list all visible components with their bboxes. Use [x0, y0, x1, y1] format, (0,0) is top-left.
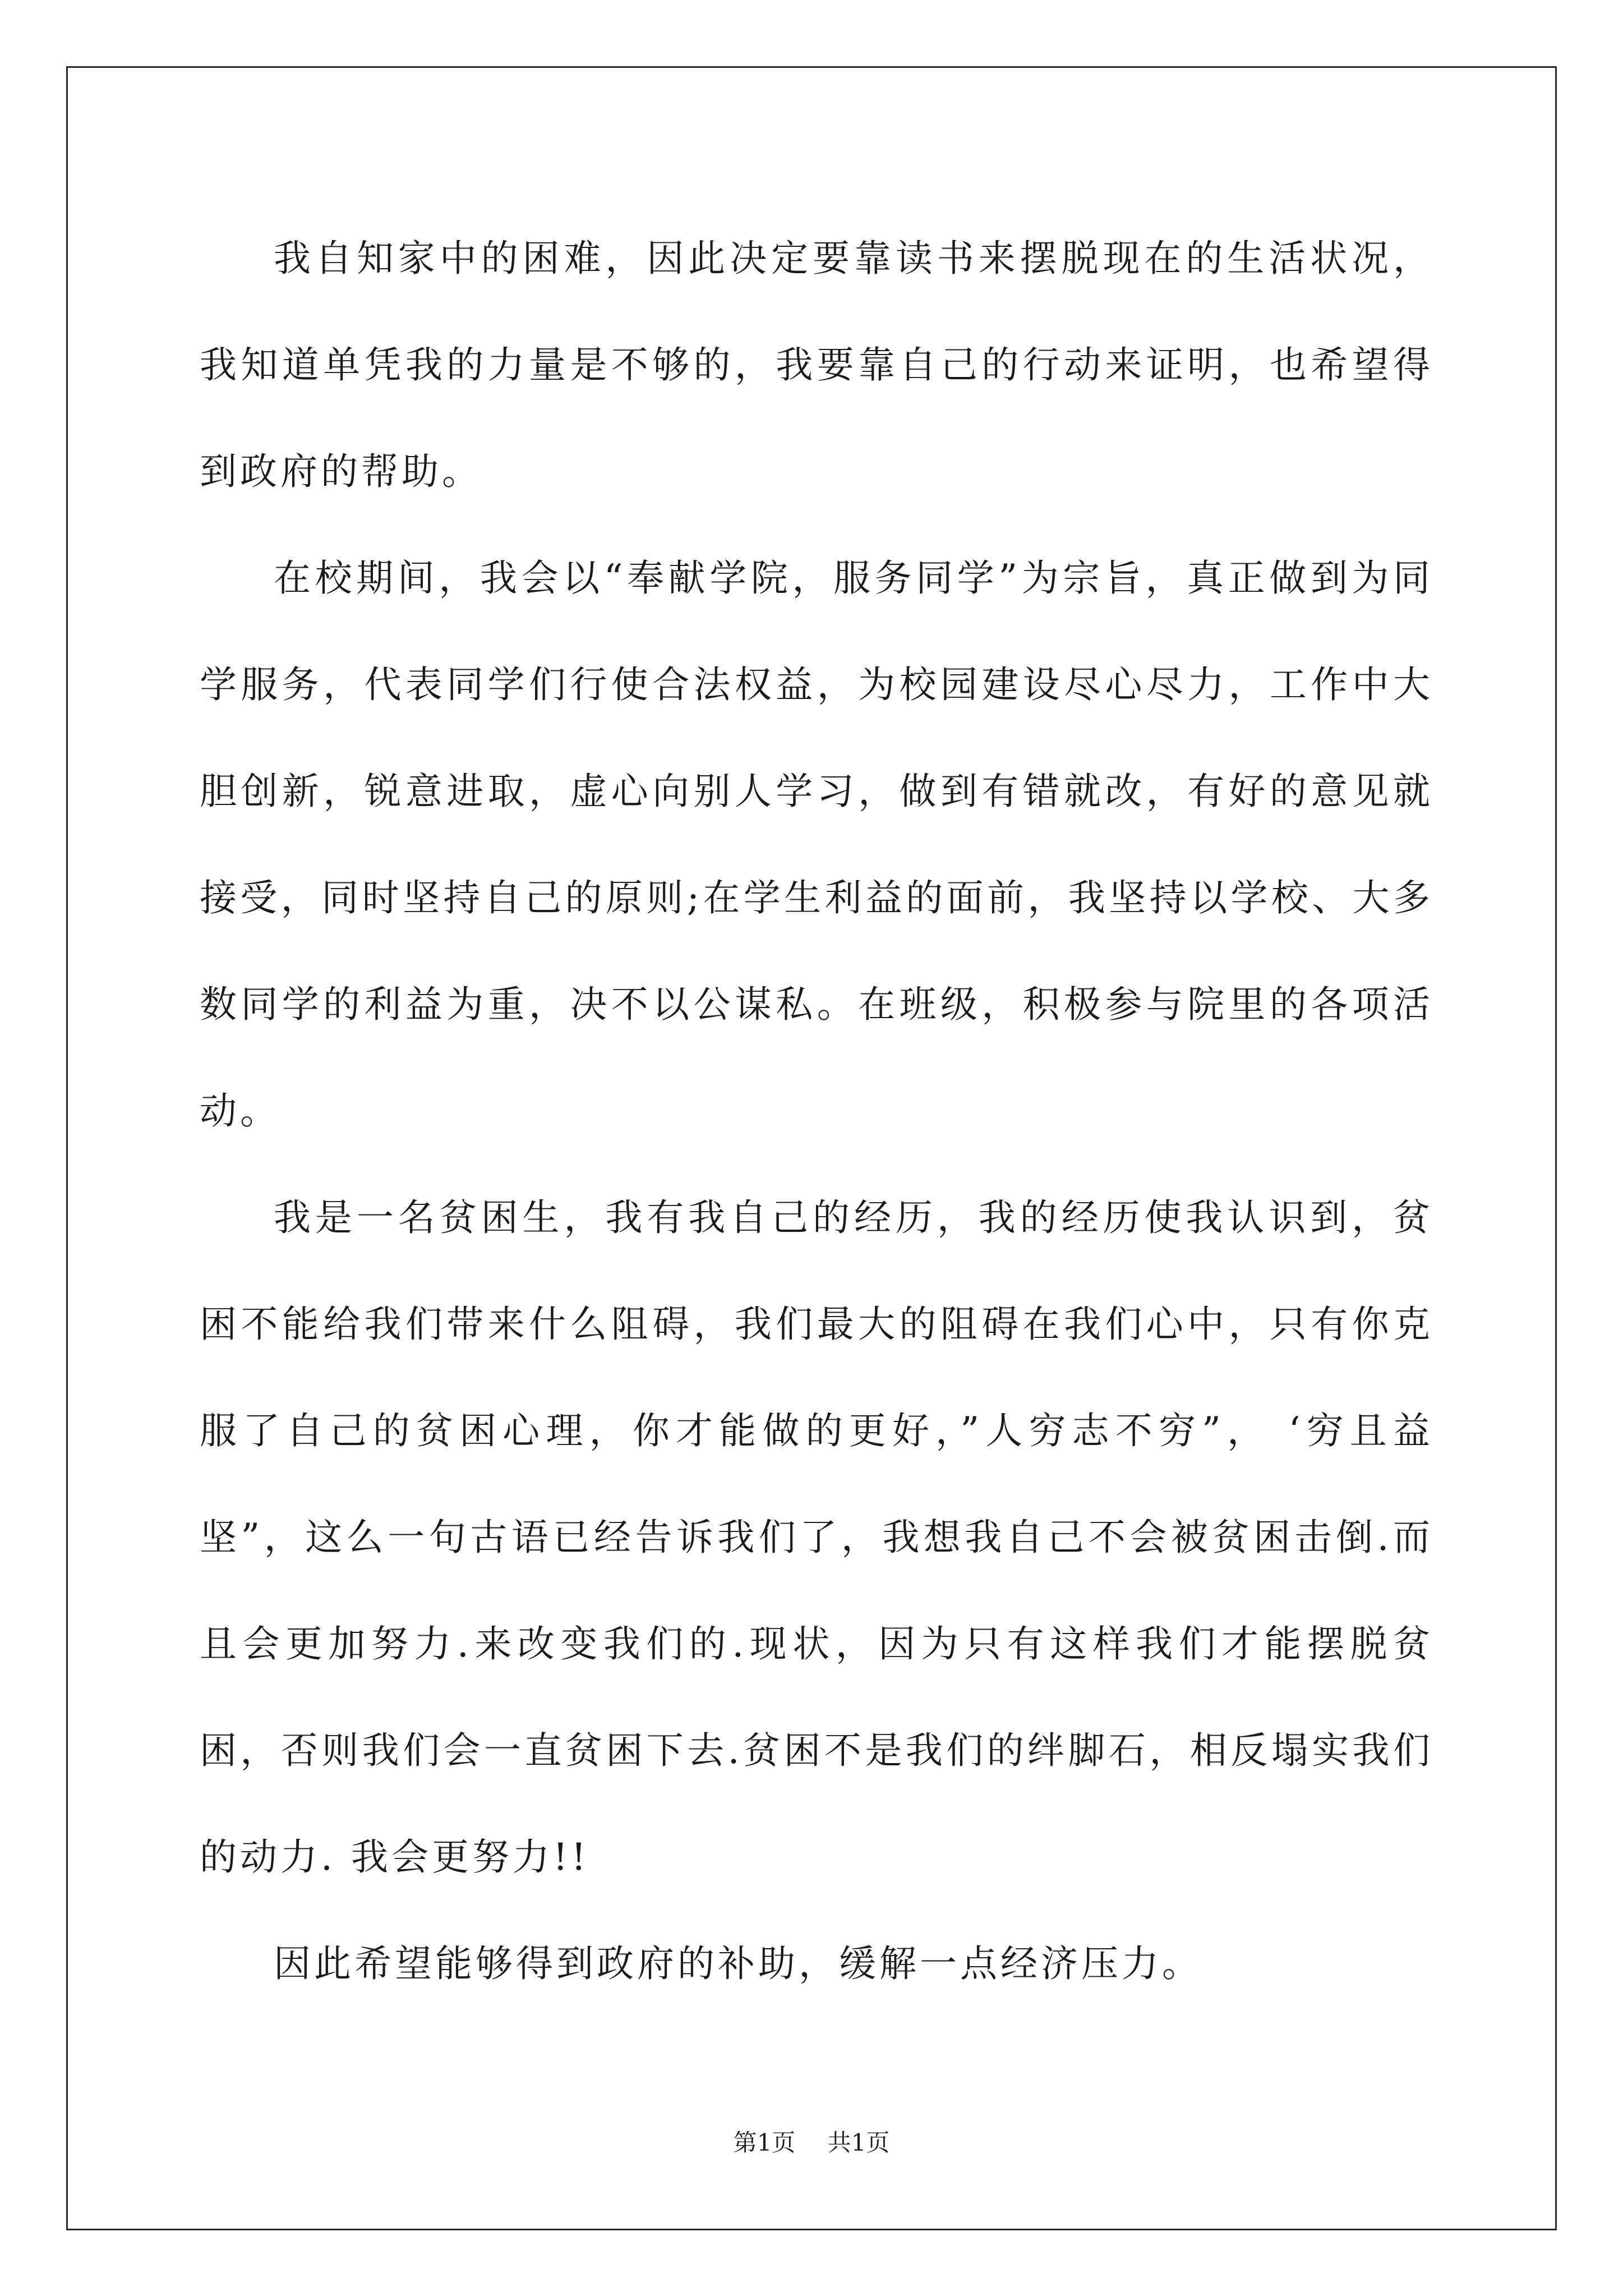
- paragraph-4: 因此希望能够得到政府的补助，缓解一点经济压力。: [274, 1942, 1202, 1985]
- page-total: 共1页: [827, 2129, 890, 2156]
- paragraph-2: 在校期间，我会以“奉献学院，服务同学”为宗旨，真正做到为同学服务，代表同学们行使合法权益，为校园建设尽心尽力，工作中大胆创新，锐意进取，虚心向别人学习，做到有错就改，有好的意见就接受，同时坚持自己的原则;在学生利益的面前，我坚持以学校、大多数同学的利益为重，决不以公谋私。在班级，积极参与院里的各项活动。: [200, 556, 1433, 1133]
- paragraph-1: 我自知家中的困难，因此决定要靠读书来摆脱现在的生活状况，我知道单凭我的力量是不够的，我要靠自己的行动来证明，也希望得到政府的帮助。: [200, 237, 1433, 493]
- document-body: [200, 205, 1433, 2017]
- page-footer: [0, 2126, 1623, 2160]
- page-number: 第1页: [733, 2129, 796, 2156]
- paragraph-3: 我是一名贫困生，我有我自己的经历，我的经历使我认识到，贫困不能给我们带来什么阻碍，我们最大的阻碍在我们心中，只有你克服了自己的贫困心理，你才能做的更好，”人穷志不穷”， ‘穷且益坚”，这么一句古语已经告诉我们了，我想我自己不会被贫困击倒.而且会更加努力.来改变我们的.现状，因为只有这样我们才能摆脱贫困，否则我们会一直贫困下去.贫困不是我们的绊脚石，相反塌实我们的动力. 我会更努力!!: [200, 1196, 1433, 1879]
